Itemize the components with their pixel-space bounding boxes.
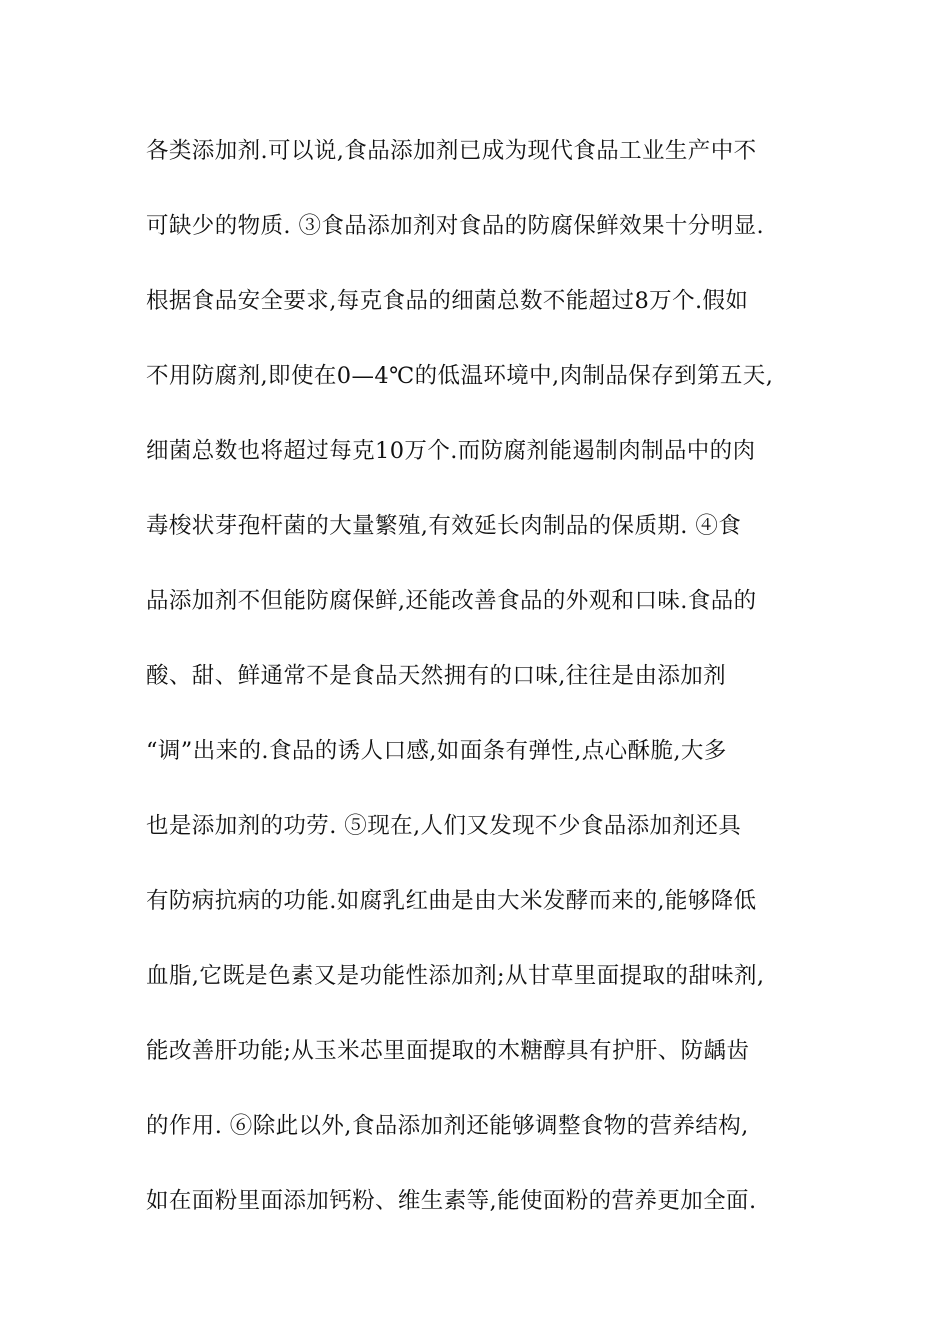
text-line: 血脂,它既是色素又是功能性添加剂;从甘草里面提取的甜味剂,: [146, 963, 765, 989]
text-line: 酸、甜、鲜通常不是食品天然拥有的口味,往往是由添加剂: [146, 663, 727, 689]
text-line: 的作用. ⑥除此以外,食品添加剂还能够调整食物的营养结构,: [146, 1113, 749, 1139]
text-line: 根据食品安全要求,每克食品的细菌总数不能超过8万个.假如: [146, 288, 749, 314]
text-line: 也是添加剂的功劳. ⑤现在,人们又发现不少食品添加剂还具: [146, 813, 742, 839]
text-line: 不用防腐剂,即使在0—4℃的低温环境中,肉制品保存到第五天,: [146, 363, 774, 389]
text-line: 各类添加剂.可以说,食品添加剂已成为现代食品工业生产中不: [146, 138, 757, 164]
text-line: “调”出来的.食品的诱人口感,如面条有弹性,点心酥脆,大多: [146, 738, 727, 764]
text-line: 品添加剂不但能防腐保鲜,还能改善食品的外观和口味.食品的: [146, 588, 757, 614]
text-line: 能改善肝功能;从玉米芯里面提取的木糖醇具有护肝、防龋齿: [146, 1038, 750, 1064]
text-line: 有防病抗病的功能.如腐乳红曲是由大米发酵而来的,能够降低: [146, 888, 757, 914]
text-line: 如在面粉里面添加钙粉、维生素等,能使面粉的营养更加全面.: [146, 1188, 757, 1214]
text-line: 毒梭状芽孢杆菌的大量繁殖,有效延长肉制品的保质期. ④食: [146, 513, 742, 539]
text-line: 可缺少的物质. ③食品添加剂对食品的防腐保鲜效果十分明显.: [146, 213, 765, 239]
text-line: 细菌总数也将超过每克10万个.而防腐剂能遏制肉制品中的肉: [146, 438, 756, 464]
